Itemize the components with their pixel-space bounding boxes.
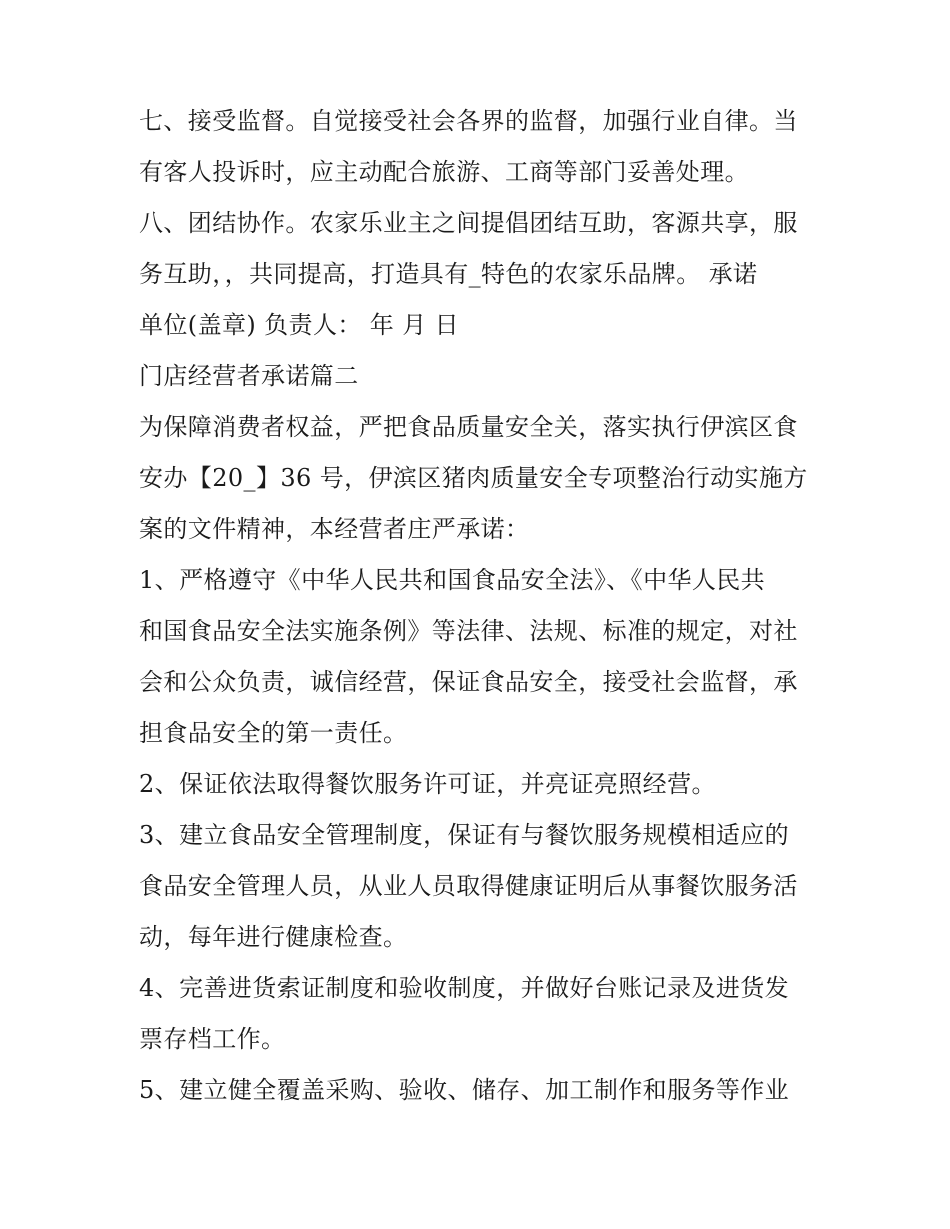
text-line: 和国食品安全法实施条例》等法律、法规、标准的规定，对社 xyxy=(139,617,798,645)
section-heading: 门店经营者承诺篇二 xyxy=(139,362,359,390)
text-line: 担食品安全的第一责任。 xyxy=(139,719,408,747)
text-line: 会和公众负责，诚信经营，保证食品安全，接受社会监督，承 xyxy=(139,668,798,696)
text-line: 为保障消费者权益，严把食品质量安全关，落实执行伊滨区食 xyxy=(139,413,798,441)
text-line: 动，每年进行健康检查。 xyxy=(139,923,408,951)
text-line: 食品安全管理人员，从业人员取得健康证明后从事餐饮服务活 xyxy=(139,872,798,900)
text-line: 七、接受监督。自觉接受社会各界的监督，加强行业自律。当 xyxy=(139,107,798,135)
text-line: 1、严格遵守《中华人民共和国食品安全法》、《中华人民共 xyxy=(139,566,766,594)
text-line: 5、建立健全覆盖采购、验收、储存、加工制作和服务等作业 xyxy=(139,1076,790,1104)
text-line: 票存档工作。 xyxy=(139,1025,286,1053)
text-line: 单位(盖章) 负责人： 年 月 日 xyxy=(139,311,460,339)
text-line: 4、完善进货索证制度和验收制度，并做好台账记录及进货发 xyxy=(139,974,790,1002)
text-line: 安办【20_】36 号，伊滨区猪肉质量安全专项整治行动实施方 xyxy=(139,464,808,492)
text-line: 八、团结协作。农家乐业主之间提倡团结互助，客源共享，服 xyxy=(139,209,798,237)
text-line: 有客人投诉时，应主动配合旅游、工商等部门妥善处理。 xyxy=(139,158,749,186)
text-line: 2、保证依法取得餐饮服务许可证，并亮证亮照经营。 xyxy=(139,770,716,798)
text-line: 3、建立食品安全管理制度，保证有与餐饮服务规模相适应的 xyxy=(139,821,790,849)
text-line: 案的文件精神，本经营者庄严承诺： xyxy=(139,515,530,543)
text-line: 务互助，，共同提高，打造具有_特色的农家乐品牌。 承诺 xyxy=(139,260,758,288)
